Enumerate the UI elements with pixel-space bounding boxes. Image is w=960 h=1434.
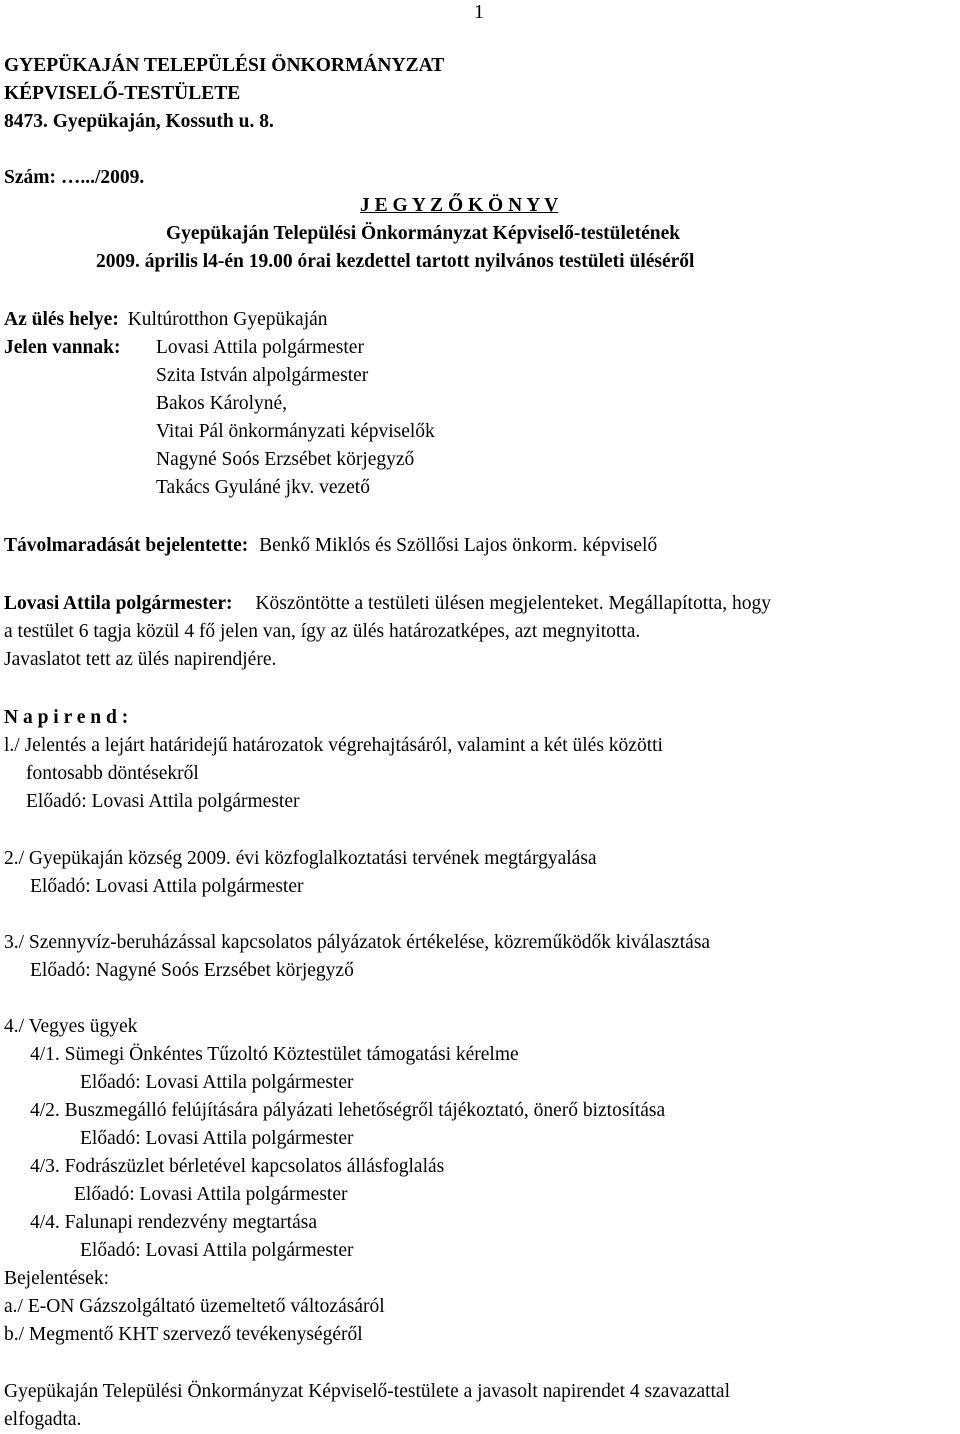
announcements-label: Bejelentések: (4, 1268, 110, 1289)
speech-label: Lovasi Attila polgármester: (4, 593, 233, 614)
title-line-1: Gyepükaján Települési Önkormányzat Képviselő-testületének (166, 223, 681, 244)
agenda-presenter: Előadó: Lovasi Attila polgármester (80, 1240, 354, 1261)
present-name: Vitai Pál önkormányzati képviselők (156, 421, 435, 442)
present-name: Szita István alpolgármester (156, 365, 369, 386)
present-name: Nagyné Soós Erzsébet körjegyző (156, 449, 415, 470)
agenda-subitem: 4/1. Sümegi Önkéntes Tűzoltó Köztestület támogatási kérelme (30, 1044, 519, 1065)
document-title: J E G Y Z Ő K Ö N Y V (360, 195, 559, 216)
agenda-subitem: 4/4. Falunapi rendezvény megtartása (30, 1212, 317, 1233)
agenda-heading: N a p i r e n d : (4, 707, 129, 728)
present-name: Takács Gyuláné jkv. vezető (156, 477, 370, 498)
announcement-item: a./ E-ON Gázszolgáltató üzemeltető változásáról (4, 1296, 385, 1317)
absence-row (4, 532, 657, 560)
agenda-presenter: Előadó: Lovasi Attila polgármester (80, 1128, 354, 1149)
header-org: GYEPÜKAJÁN TELEPÜLÉSI ÖNKORMÁNYZAT (4, 55, 445, 76)
speech-line: a testület 6 tagja közül 4 fő jelen van, így az ülés határozatképes, azt megnyitotta. (4, 621, 641, 642)
venue-row (4, 306, 328, 334)
venue-label: Az ülés helye: (4, 309, 119, 330)
agenda-presenter: Előadó: Lovasi Attila polgármester (26, 791, 300, 812)
agenda-subitem: 4/3. Fodrászüzlet bérletével kapcsolatos állásfoglalás (30, 1156, 445, 1177)
closing-line: elfogadta. (4, 1409, 82, 1430)
closing-line: Gyepükaján Települési Önkormányzat Képviselő-testülete a javasolt napirendet 4 szavazattal (4, 1381, 731, 1402)
title-line-2: 2009. április l4-én 19.00 órai kezdettel tartott nyilvános testületi üléséről (96, 251, 695, 272)
agenda-presenter: Előadó: Lovasi Attila polgármester (30, 876, 304, 897)
present-label: Jelen vannak: (4, 337, 121, 358)
agenda-presenter: Előadó: Lovasi Attila polgármester (74, 1184, 348, 1205)
agenda-item: l./ Jelentés a lejárt határidejű határozatok végrehajtásáról, valamint a két ülés közötti (4, 735, 663, 756)
present-name: Bakos Károlyné, (156, 393, 288, 414)
absence-label: Távolmaradását bejelentette: (4, 535, 249, 556)
page-number: 1 (474, 1, 484, 23)
agenda-subitem: 4/2. Buszmegálló felújítására pályázati lehetőségről tájékoztató, önerő biztosítása (30, 1100, 666, 1121)
agenda-item: 2./ Gyepükaján község 2009. évi közfoglalkoztatási tervének megtárgyalása (4, 848, 597, 869)
agenda-item: 3./ Szennyvíz-beruházással kapcsolatos pályázatok értékelése, közreműködők kiválasztása (4, 932, 711, 953)
agenda-presenter: Előadó: Lovasi Attila polgármester (80, 1072, 354, 1093)
header-address: 8473. Gyepükaján, Kossuth u. 8. (4, 111, 274, 132)
announcement-item: b./ Megmentő KHT szervező tevékenységéről (4, 1324, 363, 1345)
speech-line: Javaslatot tett az ülés napirendjére. (4, 649, 277, 670)
header-body: KÉPVISELŐ-TESTÜLETE (4, 83, 241, 104)
venue-value: Kultúrotthon Gyepükaján (127, 309, 328, 330)
agenda-item-continuation: fontosabb döntésekről (26, 763, 199, 784)
speech-line: Köszöntötte a testületi ülésen megjelenteket. Megállapította, hogy (255, 593, 771, 614)
present-name: Lovasi Attila polgármester (156, 337, 364, 358)
document-number: Szám: ….../2009. (4, 167, 145, 188)
agenda-presenter: Előadó: Nagyné Soós Erzsébet körjegyző (30, 960, 354, 981)
speech-row (4, 590, 771, 618)
agenda-item: 4./ Vegyes ügyek (4, 1016, 138, 1037)
absence-value: Benkő Miklós és Szöllősi Lajos önkorm. képviselő (259, 535, 658, 556)
